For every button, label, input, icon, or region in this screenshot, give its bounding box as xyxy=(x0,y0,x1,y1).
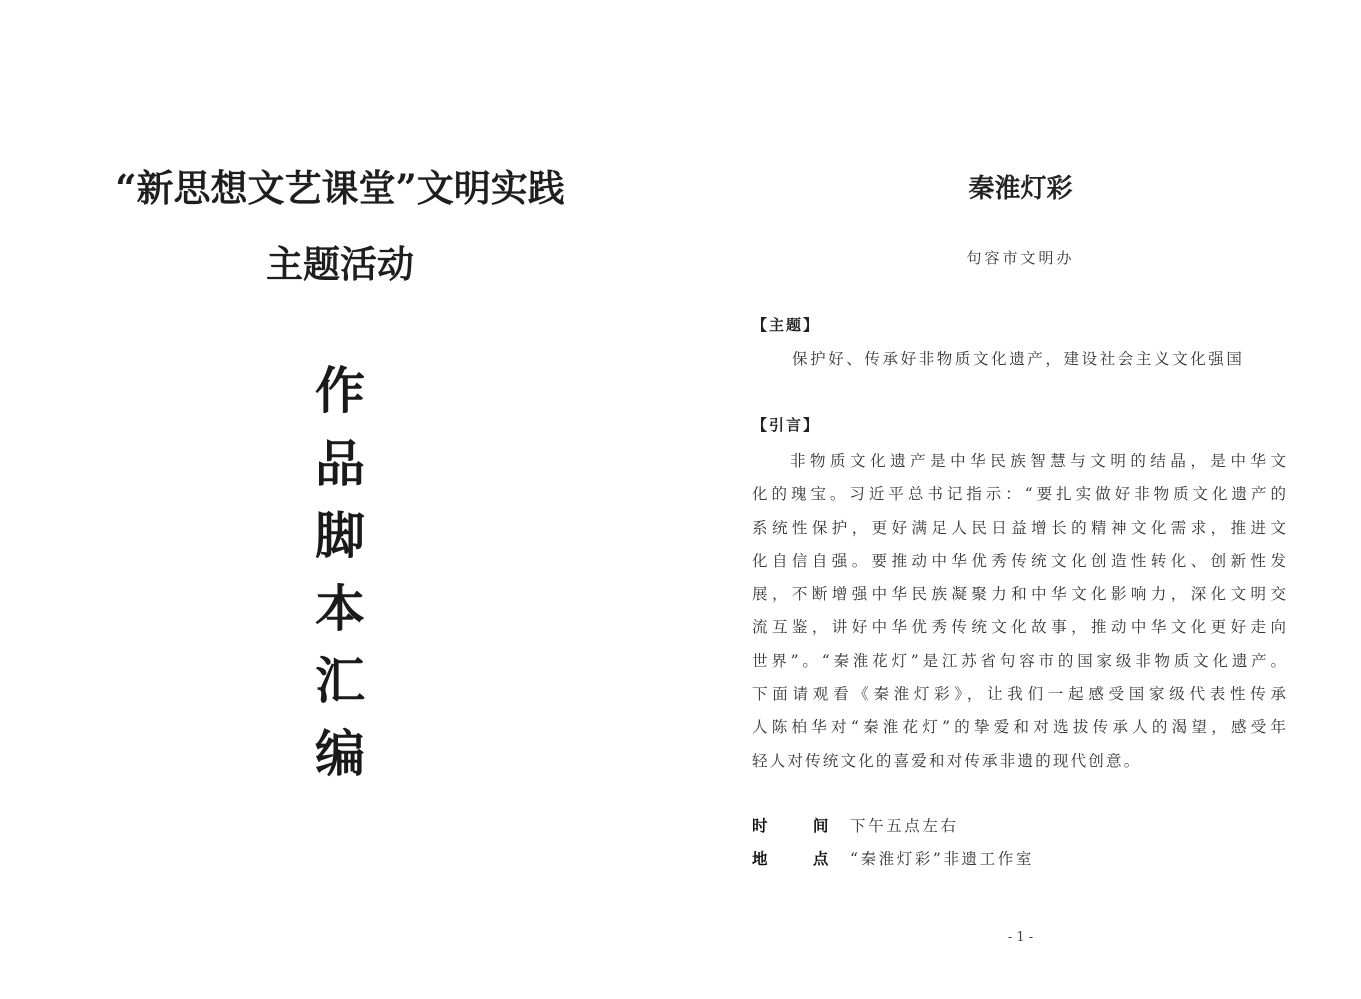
intro-line: 化自信自强。要推动中华优秀传统文化创造性转化、创新性发 xyxy=(752,551,1286,570)
intro-line: 化的瑰宝。习近平总书记指示：“要扎实做好非物质文化遗产的 xyxy=(752,485,1286,504)
intro-line: 下面请观看《秦淮灯彩》，让我们一起感受国家级代表性传承 xyxy=(752,685,1286,704)
script-title: 秦淮灯彩 xyxy=(968,174,1073,204)
intro-line: 世界”。“秦淮花灯”是江苏省句容市的国家级非物质文化遗产。 xyxy=(752,651,1286,670)
intro-line: 轻人对传统文化的喜爱和对传承非遗的现代创意。 xyxy=(752,751,1142,770)
cover-title-line2: 主题活动 xyxy=(266,242,414,286)
vertical-title-char: 编 xyxy=(315,723,365,783)
cover-title-line1: “新思想文艺课堂”文明实践 xyxy=(115,166,565,210)
time-value: 下午五点左右 xyxy=(850,817,959,835)
intro-line: 流互鉴，讲好中华优秀传统文化故事，推动中华文化更好走向 xyxy=(752,618,1286,637)
time-row xyxy=(752,814,959,836)
theme-heading: 【主题】 xyxy=(752,316,821,334)
intro-line: 展，不断增强中华民族凝聚力和中华文化影响力，深化文明交 xyxy=(752,585,1286,604)
intro-heading: 【引言】 xyxy=(752,416,821,434)
vertical-title-char: 脚 xyxy=(315,506,365,565)
intro-body xyxy=(752,445,1286,778)
theme-text: 保护好、传承好非物质文化遗产，建设社会主义文化强国 xyxy=(792,350,1245,368)
vertical-title xyxy=(300,355,380,790)
intro-line: 人陈柏华对“秦淮花灯”的挚爱和对选拔传承人的渴望，感受年 xyxy=(752,718,1286,737)
page-number: - 1 - xyxy=(1007,930,1034,945)
left-page xyxy=(0,0,680,999)
vertical-title-char: 汇 xyxy=(315,651,365,710)
vertical-title-char: 品 xyxy=(315,433,365,493)
script-author: 句容市文明办 xyxy=(966,249,1075,267)
time-label: 时 间 xyxy=(752,816,849,835)
intro-line: 非物质文化遗产是中华民族智慧与文明的结晶，是中华文 xyxy=(790,452,1286,470)
place-value: “秦淮灯彩”非遗工作室 xyxy=(850,850,1034,868)
place-row xyxy=(752,847,1034,869)
right-page xyxy=(680,0,1361,999)
intro-line: 系统性保护，更好满足人民日益增长的精神文化需求，推进文 xyxy=(752,518,1286,537)
place-label: 地 点 xyxy=(752,849,849,868)
vertical-title-char: 作 xyxy=(315,361,365,420)
vertical-title-char: 本 xyxy=(315,578,365,638)
